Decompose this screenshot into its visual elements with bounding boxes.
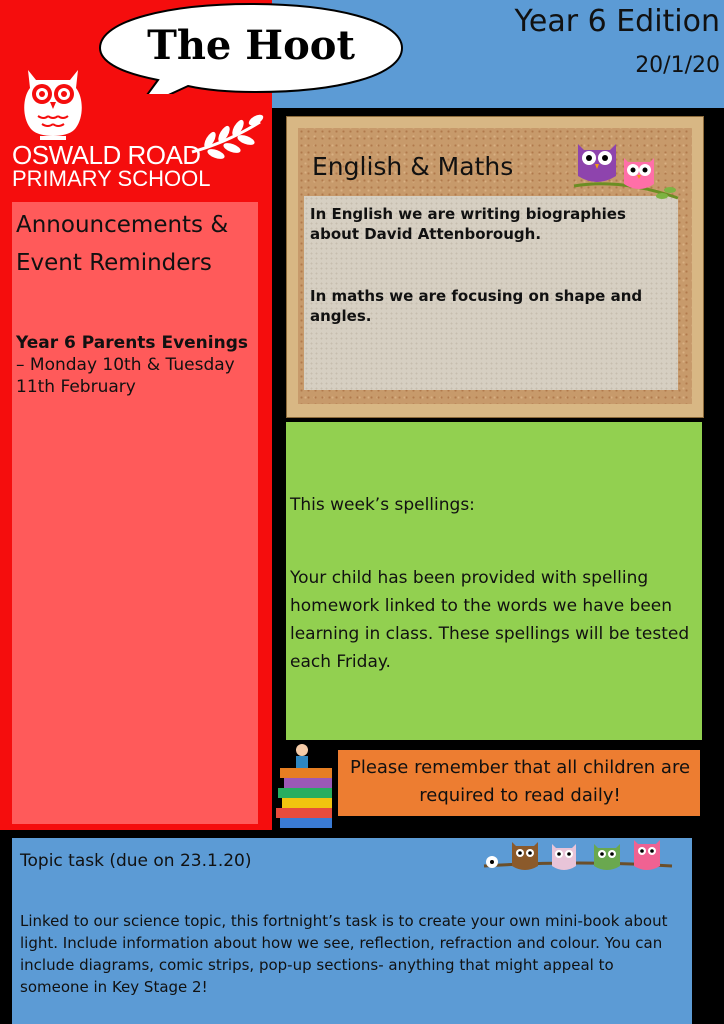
edition-label: Year 6 Edition (514, 4, 720, 39)
owls-row-icon (482, 836, 674, 876)
topic-task-heading: Topic task (due on 23.1.20) (20, 851, 252, 871)
spellings-body: Your child has been provided with spelling homework linked to the words we have been learning in class. These spellings will be tested each Friday. (290, 568, 690, 672)
school-name-line1: OSWALD ROAD (12, 140, 201, 170)
announcements-title: Announcements & Event Reminders (16, 212, 229, 276)
owl-logo-icon (18, 64, 88, 142)
reading-reminder-text: Please remember that all children are required to read daily! (349, 757, 691, 806)
issue-date: 20/1/20 (635, 53, 720, 78)
owls-on-branch-icon (570, 136, 682, 206)
parents-evening-details: – Monday 10th & Tuesday 11th February (16, 355, 235, 397)
english-maths-title: English & Maths (312, 152, 514, 181)
parents-evening-heading: Year 6 Parents Evenings (16, 333, 248, 353)
spellings-heading: This week’s spellings: (290, 495, 475, 515)
topic-task-body: Linked to our science topic, this fortnight’s task is to create your own mini-book about light. Include information about how we see, reflection, refraction and colour. You can include diagrams, comic strips, pop-up sections- anything that might appeal to someone in Key Stage 2! (20, 912, 668, 996)
stack-of-books-icon (272, 736, 338, 832)
maths-text: In maths we are focusing on shape and angles. (310, 287, 643, 325)
english-text: In English we are writing biographies about David Attenborough. (310, 205, 626, 243)
announcements-panel (12, 202, 258, 824)
school-name-line2: PRIMARY SCHOOL (12, 166, 211, 191)
newsletter-title: The Hoot (147, 22, 355, 69)
